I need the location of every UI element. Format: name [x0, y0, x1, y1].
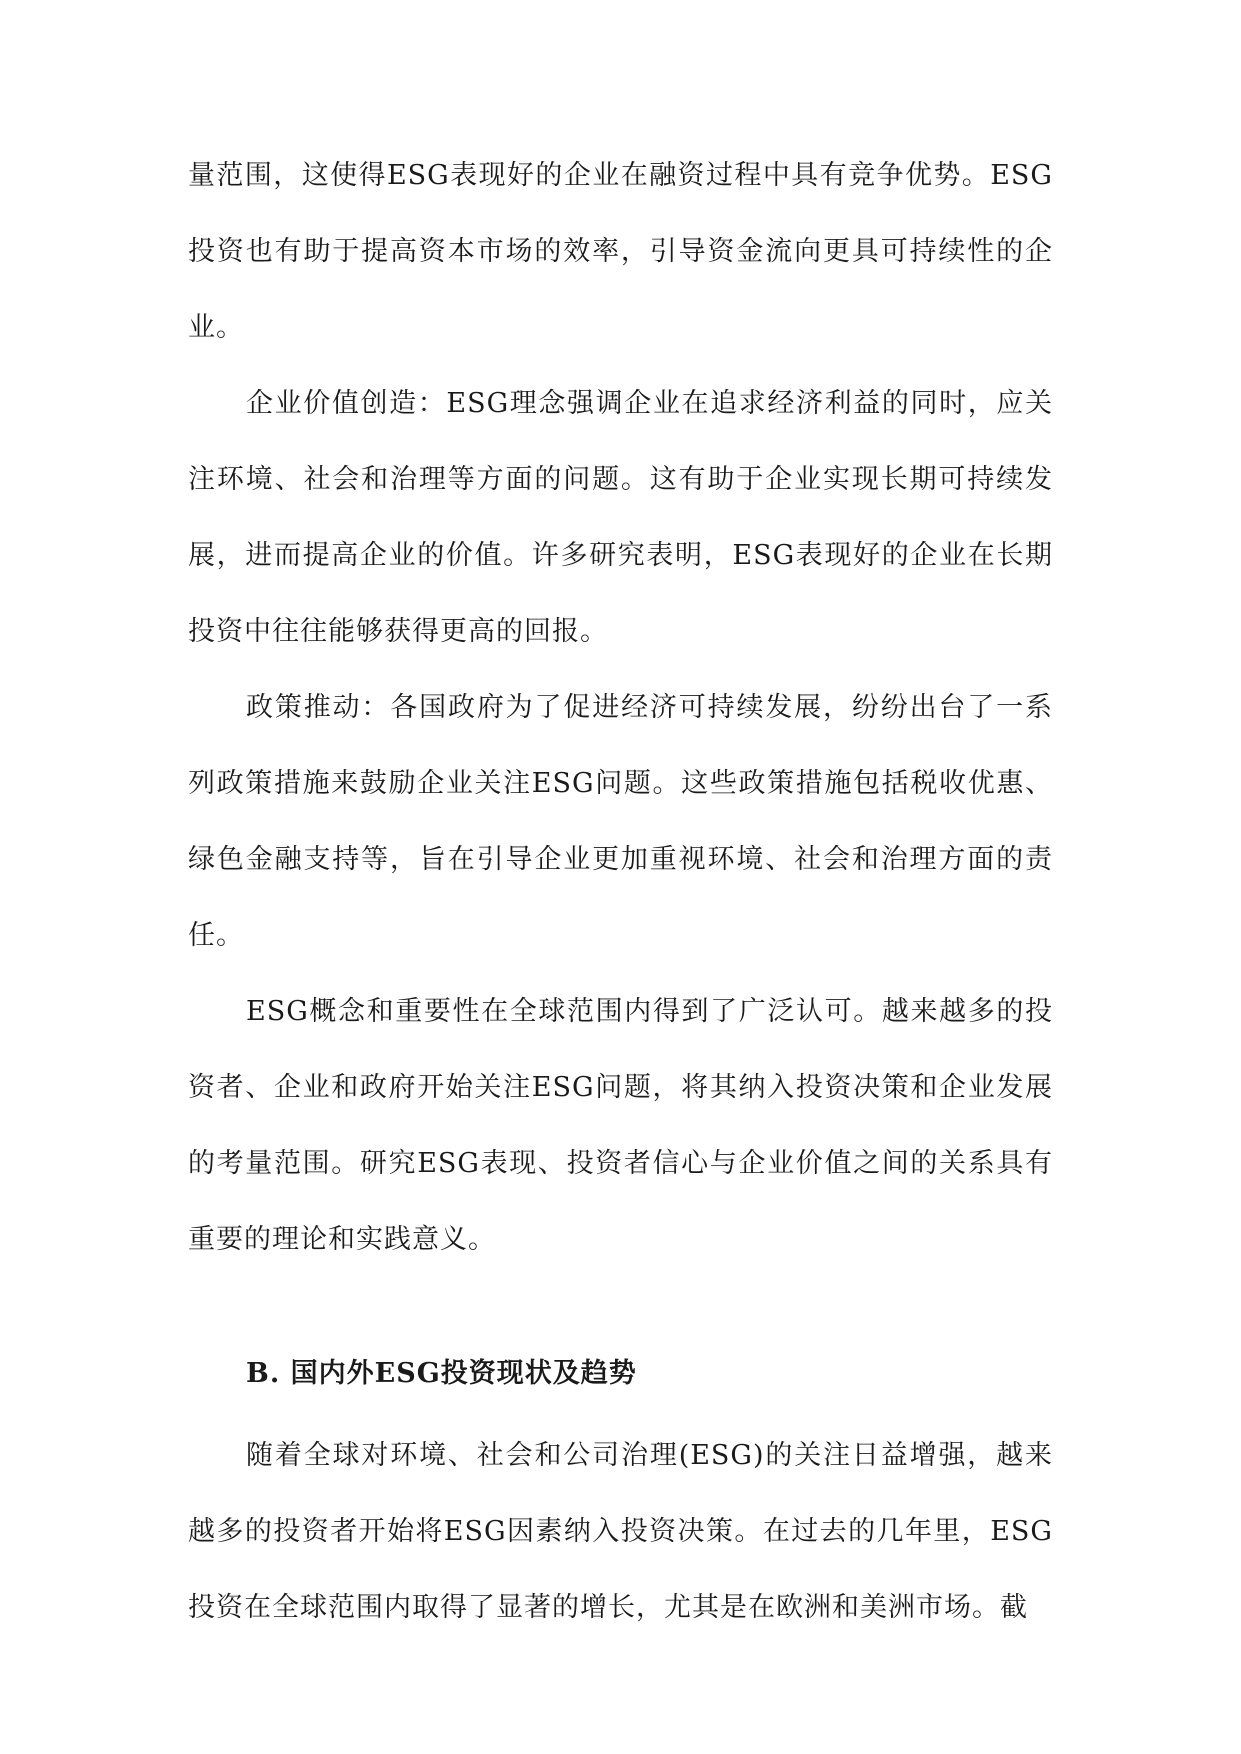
paragraph-policy-push: 政策推动：各国政府为了促进经济可持续发展，纷纷出台了一系列政策措施来鼓励企业关注ESG问题。这些政策措施包括税收优惠、绿色金融支持等，旨在引导企业更加重视环境、社会和治理方面的责任。 — [188, 692, 1053, 951]
paragraph-esg-recognition: ESG概念和重要性在全球范围内得到了广泛认可。越来越多的投资者、企业和政府开始关注ESG问题，将其纳入投资决策和企业发展的考量范围。研究ESG表现、投资者信心与企业价值之间的关系具有重要的理论和实践意义。 — [188, 996, 1053, 1255]
section-heading: B. 国内外ESG投资现状及趋势 — [246, 1358, 637, 1389]
paragraph-continued: 量范围，这使得ESG表现好的企业在融资过程中具有竞争优势。ESG投资也有助于提高资本市场的效率，引导资金流向更具可持续性的企业。 — [188, 160, 1053, 343]
paragraph-enterprise-value: 企业价值创造：ESG理念强调企业在追求经济利益的同时，应关注环境、社会和治理等方面的问题。这有助于企业实现长期可持续发展，进而提高企业的价值。许多研究表明，ESG表现好的企业在长期投资中往往能够获得更高的回报。 — [188, 388, 1053, 647]
paragraph-esg-investment-status: 随着全球对环境、社会和公司治理(ESG)的关注日益增强，越来越多的投资者开始将ESG因素纳入投资决策。在过去的几年里，ESG投资在全球范围内取得了显著的增长，尤其是在欧洲和美洲市场。截 — [188, 1440, 1053, 1623]
document-body — [188, 138, 1053, 1646]
